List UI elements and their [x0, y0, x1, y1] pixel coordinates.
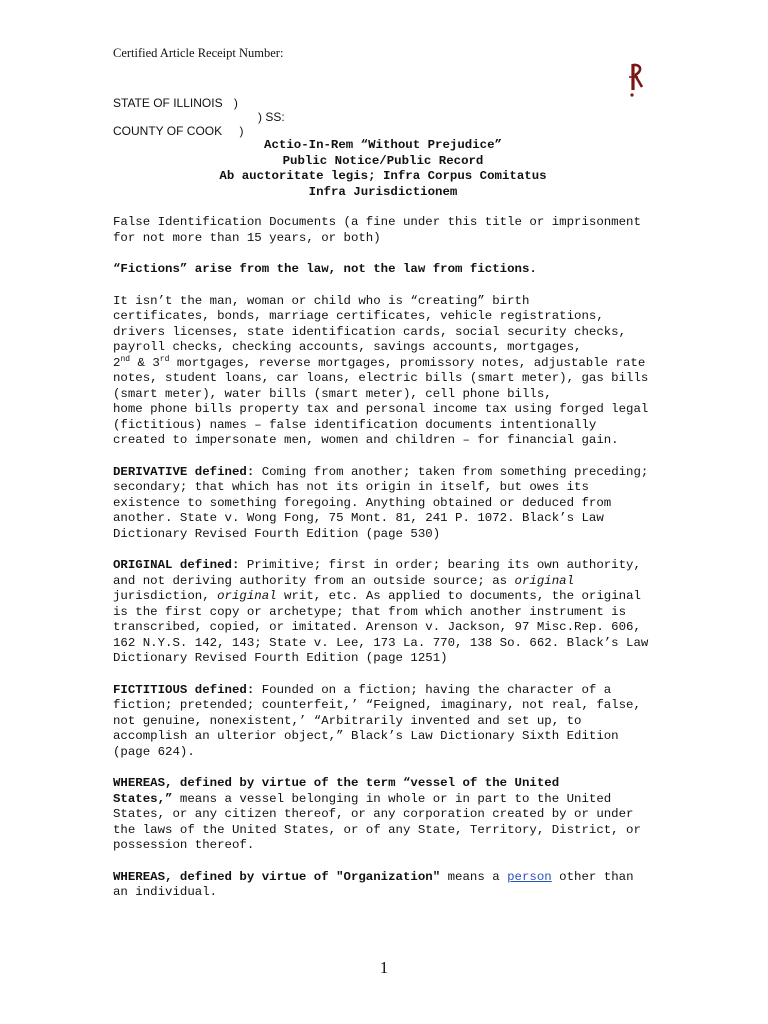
organization-text: other than an individual. [113, 869, 634, 899]
person-link[interactable]: person [507, 869, 552, 884]
organization-text: means a [440, 869, 508, 884]
creating-text: & 3 [130, 355, 160, 370]
organization-term: WHEREAS, defined by virtue of "Organization" [113, 869, 441, 884]
original-italic: original [217, 589, 277, 603]
fictitious-term: FICTITIOUS defined: [113, 682, 255, 697]
title-line: Public Notice/Public Record [282, 153, 484, 168]
receipt-number-label: Certified Article Receipt Number: [113, 46, 284, 60]
fictitious-paragraph [113, 683, 673, 761]
creating-text: It isn’t the man, woman or child who is “creating” birth certificates, bonds, marriage certificates, vehicle registrations, drivers licenses, state identification cards, social security checks, payroll checks, checking accounts, savings accounts, mortgages, 2 [113, 293, 627, 370]
false-id-paragraph: False Identification Documents (a fine under this title or imprisonment for not more than 15 years, or both) [113, 215, 641, 245]
derivative-paragraph [113, 465, 673, 543]
original-text: jurisdiction, [113, 589, 210, 603]
venue-state-text: STATE OF ILLINOIS [113, 96, 223, 110]
venue-county-text: COUNTY OF COOK [113, 124, 223, 138]
red-mark-icon [626, 60, 648, 100]
fictions-paragraph: “Fictions” arise from the law, not the law from fictions. [113, 262, 537, 276]
organization-paragraph [113, 870, 673, 901]
venue-county-paren: ) [239, 124, 244, 138]
derivative-text: Coming from another; taken from something preceding; secondary; that which has not its origin in itself, but owes its existence to something foregoing. Anything obtained or deduced from another. State v. Wong Fong, 75 Mont. 81, 241 P. 1072. Black’s Law Dictionary Revised Fourth Edition (page 530) [113, 464, 649, 541]
page-number: 1 [379, 958, 389, 977]
creating-paragraph [113, 294, 673, 449]
creating-text: mortgages, reverse mortgages, promissory notes, adjustable rate notes, student loans, car loans, electric bills (smart meter), gas bills (smart meter), water bills (smart meter), cell phone bills, home phone bills property tax and personal income tax using forged legal (fictitious) names – false identification documents intentionally created to impersonate men, women and children – for financial gain. [113, 355, 649, 447]
document-title [113, 138, 653, 200]
vessel-paragraph [113, 776, 673, 854]
document-body [113, 215, 673, 917]
title-line: Actio-In-Rem “Without Prejudice” [264, 138, 502, 152]
derivative-term: DERIVATIVE defined: [113, 464, 255, 479]
title-line: Ab auctoritate legis; Infra Corpus Comitatus [219, 169, 547, 183]
original-text: writ, etc. As applied to documents, the original is the first copy or archetype; that from which another instrument is transcribed, copied, or imitated. Arenson v. Jackson, 97 Misc.Rep. 606, 162 N.Y.S. 142, 143; State v. Lee, 173 La. 770, 138 So. 662. Black’s Law Dictionary Revised Fourth Edition (page 1251) [113, 589, 649, 665]
original-term: ORIGINAL defined: [113, 558, 240, 572]
original-italic: original [514, 573, 575, 588]
venue-county [113, 124, 243, 138]
venue-state-paren: ) [233, 96, 238, 110]
fictitious-text: Founded on a fiction; having the character of a fiction; pretended; counterfeit,’ “Feigned, imaginary, not real, false, not genuine, nonexistent,’ “Arbitrarily invented and set up, to accomplish an ulterior object,” Black’s Law Dictionary Sixth Edition (page 624). [113, 682, 641, 759]
superscript-rd: rd [159, 354, 170, 364]
original-text: Primitive; first in order; bearing its own authority, and not deriving authority from an outside source; as [113, 558, 641, 588]
vessel-term: WHEREAS, defined by virtue of the term “vessel of the United States,” [113, 776, 560, 806]
venue-ss: ) SS: [258, 110, 285, 124]
vessel-text: means a vessel belonging in whole or in part to the United States, or any citizen thereof, or any corporation created by or under the laws of the United States, or of any State, Territory, District, or possession thereof. [113, 791, 641, 852]
venue-state [113, 96, 238, 110]
superscript-nd: nd [120, 354, 131, 364]
title-line: Infra Jurisdictionem [308, 184, 458, 199]
original-paragraph [113, 558, 673, 667]
